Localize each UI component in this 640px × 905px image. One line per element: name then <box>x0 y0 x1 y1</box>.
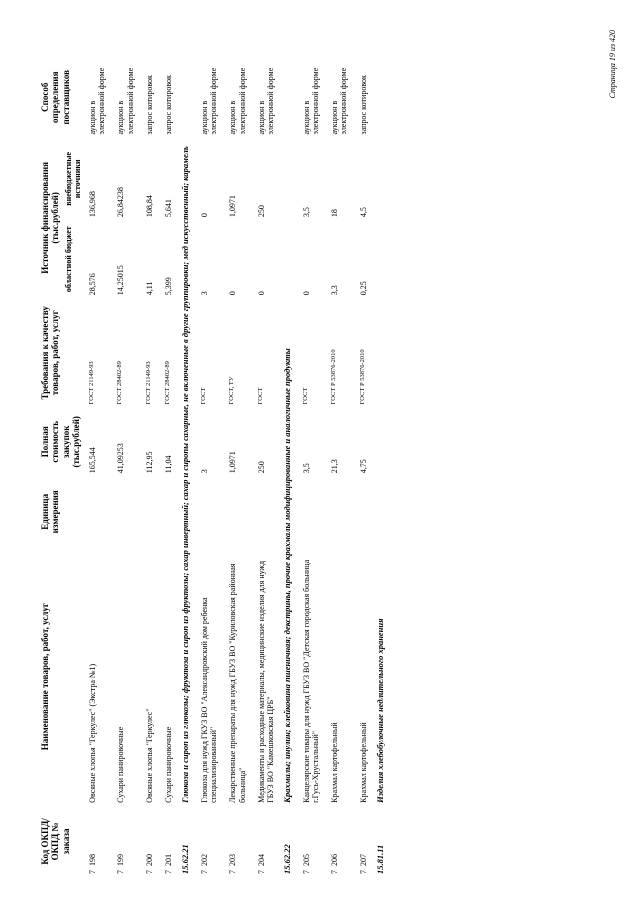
item-extra-budget: 0 <box>199 213 209 218</box>
order-number <box>110 806 138 877</box>
item-regional-budget: 14,25015 <box>116 265 126 296</box>
item-name: Крахмал картофельный <box>330 722 340 803</box>
item-extra-budget: 5,641 <box>164 199 173 218</box>
item-name: Глюкоза для нужд ГКУЗ ВО "Александровский дом ребенка специализированный" <box>199 597 219 803</box>
header-quality: Требования к качеству товаров, работ, услуг <box>40 306 61 400</box>
order-index: 203 <box>228 854 238 866</box>
section-row <box>279 57 296 877</box>
order-prefix: 7 <box>164 870 173 874</box>
header-cost: Полная стоимость закупок (тыс.рублей) <box>40 416 82 468</box>
item-quality: ГОСТ 21149-93 <box>144 361 152 405</box>
item-unit <box>158 476 177 547</box>
section-title: Изделия хлебобулочные недлительного хранения <box>374 618 385 803</box>
order-number <box>251 806 279 877</box>
table-row <box>158 57 177 877</box>
section-code: 15.62.22 <box>282 844 293 874</box>
item-cost: 11,04 <box>164 455 173 474</box>
item-quality: ГОСТ <box>256 387 264 405</box>
item-cost: 4,75 <box>358 459 368 474</box>
item-method: запрос котировок <box>144 75 154 135</box>
item-name: Медикаменты и расходные материалы, медицинские изделия для нужд ГБУЗ ВО "Камешковская ЦРБ" <box>256 560 275 803</box>
order-number <box>296 806 324 877</box>
order-number <box>222 806 250 877</box>
order-number <box>194 806 222 877</box>
header-name: Наименование товаров, работ, услуг <box>40 603 50 751</box>
section-code: 15.62.21 <box>180 844 191 874</box>
section-row <box>372 57 389 877</box>
item-regional-budget: 0,25 <box>358 281 368 296</box>
item-regional-budget: 5,399 <box>164 277 173 296</box>
page-number: Страница 19 из 420 <box>608 30 617 99</box>
item-name: Сухари панировочные <box>164 726 173 803</box>
order-prefix: 7 <box>330 870 340 874</box>
section-row <box>177 57 194 877</box>
item-cost: 41,09253 <box>116 443 126 474</box>
item-regional-budget: 0 <box>301 291 311 296</box>
item-quality: ГОСТ <box>199 387 207 405</box>
order-number <box>158 806 177 877</box>
item-unit <box>296 476 324 547</box>
header-code: Код ОКПД/ ОКПД № заказа <box>40 818 71 865</box>
item-quality: ГОСТ <box>301 387 309 405</box>
order-index: 202 <box>199 854 209 866</box>
item-unit <box>194 476 222 547</box>
table-row <box>324 57 352 877</box>
item-regional-budget: 3 <box>199 291 209 296</box>
item-regional-budget: 4,11 <box>144 281 154 296</box>
item-regional-budget: 0 <box>256 291 266 296</box>
item-unit <box>251 476 279 547</box>
item-quality: ГОСТ, ТУ <box>228 376 236 405</box>
item-unit <box>110 476 138 547</box>
order-number <box>353 806 372 877</box>
order-number <box>82 806 110 877</box>
item-method: запрос котировок <box>358 75 368 135</box>
table-row <box>222 57 250 877</box>
item-method: аукцион в электронной форме <box>228 67 247 135</box>
order-prefix: 7 <box>199 870 209 874</box>
item-extra-budget: 26,84238 <box>116 187 126 218</box>
table-row <box>139 57 158 877</box>
table-row <box>353 57 372 877</box>
order-index: 201 <box>164 854 173 866</box>
order-index: 204 <box>256 854 266 866</box>
order-prefix: 7 <box>358 870 368 874</box>
item-method: аукцион в электронной форме <box>301 67 321 135</box>
item-name: Крахмал картофельный <box>358 722 368 803</box>
item-unit <box>222 476 250 547</box>
item-quality: ГОСТ 28402-89 <box>116 361 124 405</box>
item-regional-budget: 28,576 <box>88 273 98 296</box>
order-index: 199 <box>116 854 126 866</box>
order-index: 200 <box>144 854 154 866</box>
header-finance-extra: внебюджетные источники <box>63 151 82 206</box>
item-name: Канцелярские товары для нужд ГБУЗ ВО "Детская городская больница г.Гусь-Хрустальный" <box>301 559 321 803</box>
item-quality: ГОСТ Р 53876-2010 <box>358 349 366 405</box>
order-index: 207 <box>358 854 368 866</box>
item-quality: ГОСТ 21149-93 <box>88 361 96 405</box>
table-row <box>251 57 279 877</box>
order-prefix: 7 <box>116 870 126 874</box>
table-row <box>296 57 324 877</box>
item-extra-budget: 18 <box>330 209 340 218</box>
order-prefix: 7 <box>88 870 98 874</box>
item-name: Сухари панировочные <box>116 726 126 803</box>
item-cost: 112,95 <box>144 451 154 474</box>
item-quality: ГОСТ 28402-89 <box>164 361 171 405</box>
item-extra-budget: 136,968 <box>88 191 98 218</box>
item-extra-budget: 250 <box>256 205 266 218</box>
procurement-table <box>36 57 389 877</box>
item-cost: 3 <box>199 469 209 474</box>
item-cost: 250 <box>256 461 266 474</box>
item-name: Овсяные хлопья "Геркулес" (Экстра №1) <box>88 663 98 803</box>
item-name: Овсяные хлопья "Геркулес" <box>144 708 154 803</box>
item-extra-budget: 108,84 <box>144 195 154 218</box>
header-unit: Единица измерения <box>40 490 61 534</box>
header-finance-regional: областной бюджет <box>63 226 73 293</box>
order-index: 198 <box>88 854 98 866</box>
item-method: запрос котировок <box>164 75 173 135</box>
section-code: 15.81.11 <box>374 844 385 874</box>
item-unit <box>82 476 110 547</box>
item-regional-budget: 3,3 <box>330 285 340 296</box>
table-row <box>82 57 110 877</box>
order-prefix: 7 <box>144 870 154 874</box>
table-row <box>110 57 138 877</box>
item-cost: 1,0971 <box>228 451 238 474</box>
order-index: 205 <box>301 854 311 866</box>
item-method: аукцион в электронной форме <box>256 67 275 135</box>
item-method: аукцион в электронной форме <box>199 67 219 135</box>
header-method: Способ определения поставщиков <box>40 69 71 125</box>
item-cost: 21,3 <box>330 459 340 474</box>
item-unit <box>353 476 372 547</box>
item-extra-budget: 1,0971 <box>228 195 238 218</box>
item-method: аукцион в электронной форме <box>116 67 135 135</box>
item-method: аукцион в электронной форме <box>88 67 107 135</box>
item-unit <box>324 476 352 547</box>
item-unit <box>139 476 158 547</box>
item-extra-budget: 3,5 <box>301 207 311 218</box>
section-title: Глюкоза и сироп из глюкозы; фруктоза и сироп из фруктозы; сахар инвертный; сахар и сиропы сахарные, не включенные в другие группировки; мед искусственный; карамель <box>180 146 191 803</box>
table-row <box>194 57 222 877</box>
item-name: Лекарственные препараты для нужд ГБУЗ ВО "Куриловская районная больница" <box>228 563 247 803</box>
order-prefix: 7 <box>228 870 238 874</box>
header-finance: Источник финансирования (тыс.рублей) <box>40 161 61 274</box>
item-regional-budget: 0 <box>228 291 238 296</box>
item-extra-budget: 4,5 <box>358 207 368 218</box>
order-number <box>139 806 158 877</box>
order-prefix: 7 <box>301 870 311 874</box>
item-cost: 165,544 <box>88 447 98 474</box>
order-index: 206 <box>330 854 340 866</box>
item-quality: ГОСТ Р 53876-2010 <box>330 349 338 405</box>
order-number <box>324 806 352 877</box>
order-prefix: 7 <box>256 870 266 874</box>
section-title: Крахмалы; инулин; клейковина пшеничная; декстрины, прочие крахмалы модифицированные и аналогичные продукты <box>282 348 293 803</box>
item-method: аукцион в электронной форме <box>330 67 349 135</box>
item-cost: 3,5 <box>301 463 311 474</box>
table-body <box>82 57 388 877</box>
